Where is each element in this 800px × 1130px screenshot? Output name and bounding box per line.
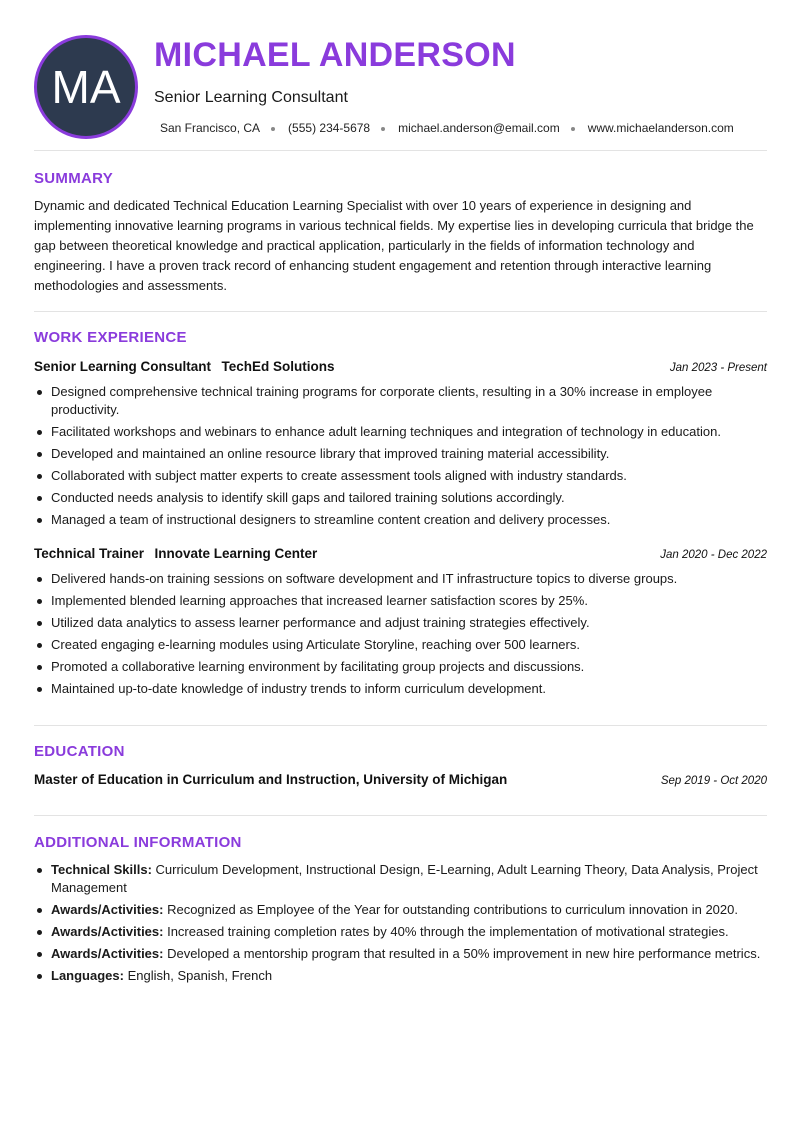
item-label: Awards/Activities: — [51, 924, 164, 939]
avatar-initials: MA — [51, 61, 121, 113]
job-bullets — [34, 383, 767, 533]
separator-dot — [571, 127, 575, 131]
separator-dot — [271, 127, 275, 131]
candidate-name: MICHAEL ANDERSON — [154, 36, 516, 74]
job-role: Technical Trainer — [34, 546, 145, 561]
list-item: Collaborated with subject matter experts to create assessment tools aligned with industry standards. — [34, 467, 767, 485]
item-text: Increased training completion rates by 40% through the implementation of motivational strategies. — [163, 924, 729, 939]
avatar — [34, 35, 138, 139]
job-bullets — [34, 570, 767, 702]
job-dates: Jan 2023 - Present — [669, 362, 767, 374]
item-label: Awards/Activities: — [51, 902, 164, 917]
candidate-title: Senior Learning Consultant — [154, 89, 348, 106]
job-header — [34, 545, 767, 563]
divider — [34, 311, 767, 312]
education-dates: Sep 2019 - Oct 2020 — [660, 775, 767, 787]
job-company: Innovate Learning Center — [154, 546, 318, 561]
education-heading: EDUCATION — [34, 743, 125, 760]
list-item: Implemented blended learning approaches that increased learner satisfaction scores by 25%. — [34, 592, 767, 610]
list-item — [34, 945, 767, 963]
contact-phone: (555) 234-5678 — [288, 121, 371, 135]
job-dates: Jan 2020 - Dec 2022 — [660, 549, 767, 561]
separator-dot — [381, 127, 385, 131]
list-item: Facilitated workshops and webinars to enhance adult learning techniques and integration of technology in education. — [34, 423, 767, 441]
item-label: Awards/Activities: — [51, 946, 164, 961]
divider — [34, 725, 767, 726]
experience-heading: WORK EXPERIENCE — [34, 329, 187, 346]
list-item — [34, 967, 767, 985]
additional-heading: ADDITIONAL INFORMATION — [34, 834, 242, 851]
list-item — [34, 861, 767, 897]
item-text: Recognized as Employee of the Year for outstanding contributions to curriculum innovation in 2020. — [163, 902, 738, 917]
list-item: Designed comprehensive technical training programs for corporate clients, resulting in a 30% increase in employee productivity. — [34, 383, 767, 419]
list-item — [34, 923, 767, 941]
summary-text: Dynamic and dedicated Technical Education Learning Specialist with over 10 years of experience in designing and implementing innovative learning programs in various technical fields. My expertise lies in developing curricula that bridge the gap between theoretical knowledge and practical application, particularly in the fields of information technology and engineering. I have a proven track record of enhancing student engagement and retention through interactive learning methodologies and assessments. — [34, 198, 754, 293]
job-company: TechEd Solutions — [221, 359, 335, 374]
list-item: Managed a team of instructional designers to streamline content creation and delivery processes. — [34, 511, 767, 529]
item-text: Curriculum Development, Instructional Design, E-Learning, Adult Learning Theory, Data Analysis, Project Management — [51, 862, 758, 895]
education-entry — [34, 772, 767, 787]
item-text: Developed a mentorship program that resulted in a 50% improvement in new hire performance metrics. — [163, 946, 761, 961]
list-item: Delivered hands-on training sessions on software development and IT infrastructure topics to diverse groups. — [34, 570, 767, 588]
contact-line — [160, 121, 734, 135]
job-role: Senior Learning Consultant — [34, 359, 212, 374]
divider — [34, 815, 767, 816]
item-label: Languages: — [51, 968, 124, 983]
summary-heading: SUMMARY — [34, 170, 114, 187]
list-item — [34, 901, 767, 919]
additional-list — [34, 861, 767, 989]
list-item: Promoted a collaborative learning environment by facilitating group projects and discussions. — [34, 658, 767, 676]
job-header — [34, 358, 767, 376]
contact-email[interactable]: michael.anderson@email.com — [398, 121, 560, 135]
list-item: Maintained up-to-date knowledge of industry trends to inform curriculum development. — [34, 680, 767, 698]
item-label: Technical Skills: — [51, 862, 152, 877]
contact-website[interactable]: www.michaelanderson.com — [587, 121, 734, 135]
education-degree: Master of Education in Curriculum and Instruction, University of Michigan — [34, 772, 508, 787]
divider — [34, 150, 767, 151]
item-text: English, Spanish, French — [123, 968, 273, 983]
list-item: Conducted needs analysis to identify skill gaps and tailored training solutions accordingly. — [34, 489, 767, 507]
contact-location: San Francisco, CA — [160, 121, 261, 135]
list-item: Utilized data analytics to assess learner performance and adjust training strategies effectively. — [34, 614, 767, 632]
list-item: Created engaging e-learning modules using Articulate Storyline, reaching over 500 learners. — [34, 636, 767, 654]
list-item: Developed and maintained an online resource library that improved training material accessibility. — [34, 445, 767, 463]
